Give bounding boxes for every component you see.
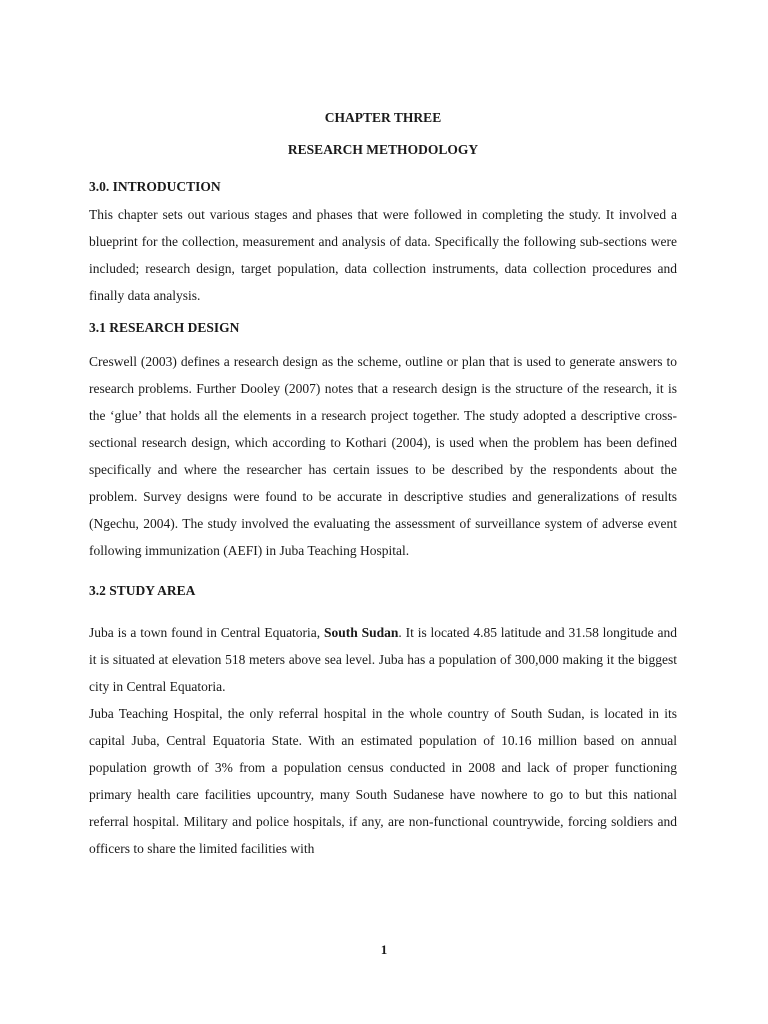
study-area-bold-country: South Sudan [324,625,399,640]
section-heading-introduction: 3.0. INTRODUCTION [89,179,221,194]
study-area-paragraph-1 [89,619,677,700]
introduction-paragraph: This chapter sets out various stages and phases that were followed in completing the study. It involved a blueprint for the collection, measurement and analysis of data. Specifically the following sub-sections were included; research design, target population, data collection instruments, data collection procedures and finally data analysis. [89,207,677,303]
study-area-text-before: Juba is a town found in Central Equatoria, [89,625,325,640]
study-area-text-after: . It is located 4.85 latitude and 31.58 longitude and it is situated at elevation 518 meters above sea level. Juba has a population of 300,000 making it the biggest city in Central Equatoria. [89,625,677,694]
chapter-title: CHAPTER THREE [324,110,442,125]
page-number: 1 [380,942,388,957]
section-heading-study-area: 3.2 STUDY AREA [89,583,196,598]
section-heading-research-design: 3.1 RESEARCH DESIGN [89,320,240,335]
research-design-paragraph: Creswell (2003) defines a research design as the scheme, outline or plan that is used to generate answers to research problems. Further Dooley (2007) notes that a research design is the structure of the research, it is the ‘glue’ that holds all the elements in a research project together. The study adopted a descriptive cross-sectional research design, which according to Kothari (2004), is used when the problem has been defined specifically and where the researcher has certain issues to be described by the respondents about the problem. Survey designs were found to be accurate in descriptive studies and generalizations of results (Ngechu, 2004). The study involved the evaluating the assessment of surveillance system of adverse event following immunization (AEFI) in Juba Teaching Hospital. [89,354,677,558]
chapter-subtitle: RESEARCH METHODOLOGY [287,142,479,157]
page-content [89,108,677,862]
study-area-paragraph-2: Juba Teaching Hospital, the only referral hospital in the whole country of South Sudan, is located in its capital Juba, Central Equatoria State. With an estimated population of 10.16 million based on annual population growth of 3% from a population census conducted in 2008 and lack of proper functioning primary health care facilities upcountry, many South Sudanese have nowhere to go to but this national referral hospital. Military and police hospitals, if any, are non-functional countrywide, forcing soldiers and officers to share the limited facilities with [89,706,677,856]
